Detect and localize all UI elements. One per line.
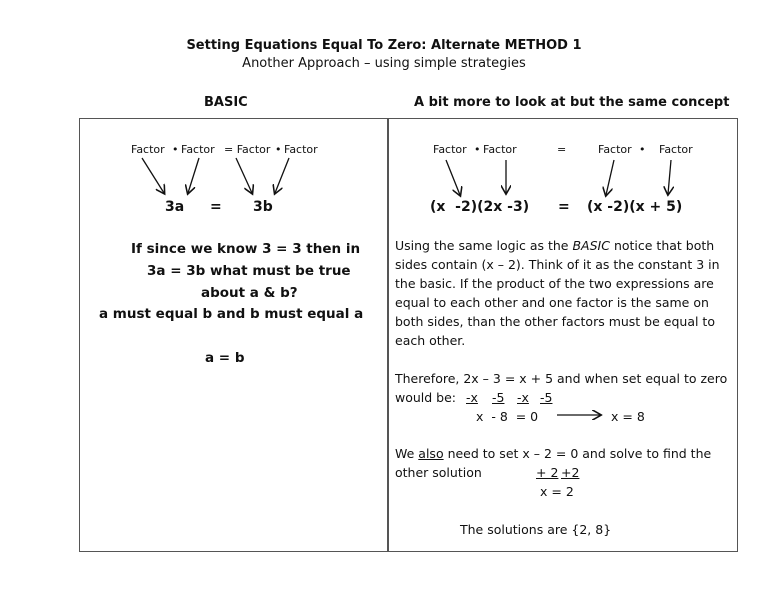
page-title: Setting Equations Equal To Zero: Alternate METHOD 1 [186,38,582,53]
left-question-line-3: about a & b? [201,285,298,301]
right-column-heading: A bit more to look at but the same concept [414,95,730,110]
arrow-icon [275,158,289,193]
multiply-dot-icon: • [474,143,481,156]
arrow-icon [188,158,199,193]
also-emphasis: also [418,446,444,461]
left-question-line-4: a must equal b and b must equal a [99,306,364,322]
p1-line-3: the basic. If the product of the two expressions are [395,276,714,291]
left-answer: a = b [205,350,245,366]
basic-reference: BASIC [572,238,610,253]
right-factor-1: Factor [433,143,467,156]
p2-neg-5-1: -5 [492,390,505,405]
p3-line-2: other solution [395,465,482,480]
solutions-statement: The solutions are {2, 8} [460,522,612,537]
p2-line-1: Therefore, 2x – 3 = x + 5 and when set equal to zero [395,371,728,386]
p1-line-4: equal to each other and one factor is the same on [395,295,709,310]
p2-neg-x-1: -x [466,390,478,405]
multiply-dot-icon: • [639,143,646,156]
left-eq-left: 3a [165,199,185,215]
p3-plus-2-a: + 2 [536,465,559,480]
right-factor-2: Factor [483,143,517,156]
multiply-dot-icon: • [275,143,282,156]
left-factor-3: = Factor [224,143,271,156]
page-subtitle: Another Approach – using simple strategies [242,56,526,71]
p3-line-1: We also need to set x – 2 = 0 and solve to find the [395,446,712,461]
right-eq-left: (x -2)(2x -3) [430,199,530,215]
right-factor-equals: = [557,143,567,156]
left-eq-sign: = [210,199,222,215]
arrow-icon [606,160,614,195]
left-factor-1: Factor [131,143,165,156]
left-question-line-1: If since we know 3 = 3 then in [131,241,361,257]
left-factor-2: Factor [181,143,215,156]
right-factor-3: Factor [598,143,632,156]
p3-x-equals-2: x = 2 [540,484,574,499]
right-eq-right: (x -2)(x + 5) [587,199,683,215]
arrow-icon [142,158,164,193]
left-eq-right: 3b [253,199,273,215]
right-eq-sign: = [558,199,570,215]
p1-line-2: sides contain (x – 2). Think of it as the constant 3 in [395,257,720,272]
p2-neg-x-2: -x [517,390,529,405]
left-factor-4: Factor [284,143,318,156]
left-question-line-2: 3a = 3b what must be true [147,263,351,279]
p1-line-1: Using the same logic as the BASIC notice that both [395,238,715,253]
p2-final: x = 8 [611,409,645,424]
arrow-icon [668,160,671,194]
p2-would-be: would be: [395,390,457,405]
p3-plus-2-b: +2 [561,465,580,480]
p2-neg-5-2: -5 [540,390,553,405]
left-column-heading: BASIC [204,95,248,110]
p1-line-6: each other. [395,333,466,348]
p2-result: x - 8 = 0 [476,409,539,424]
right-factor-4: Factor [659,143,693,156]
p1-line-5: both sides, than the other factors must be equal to [395,314,715,329]
arrow-icon [446,160,460,195]
arrow-icon [236,158,252,193]
multiply-dot-icon: • [172,143,179,156]
